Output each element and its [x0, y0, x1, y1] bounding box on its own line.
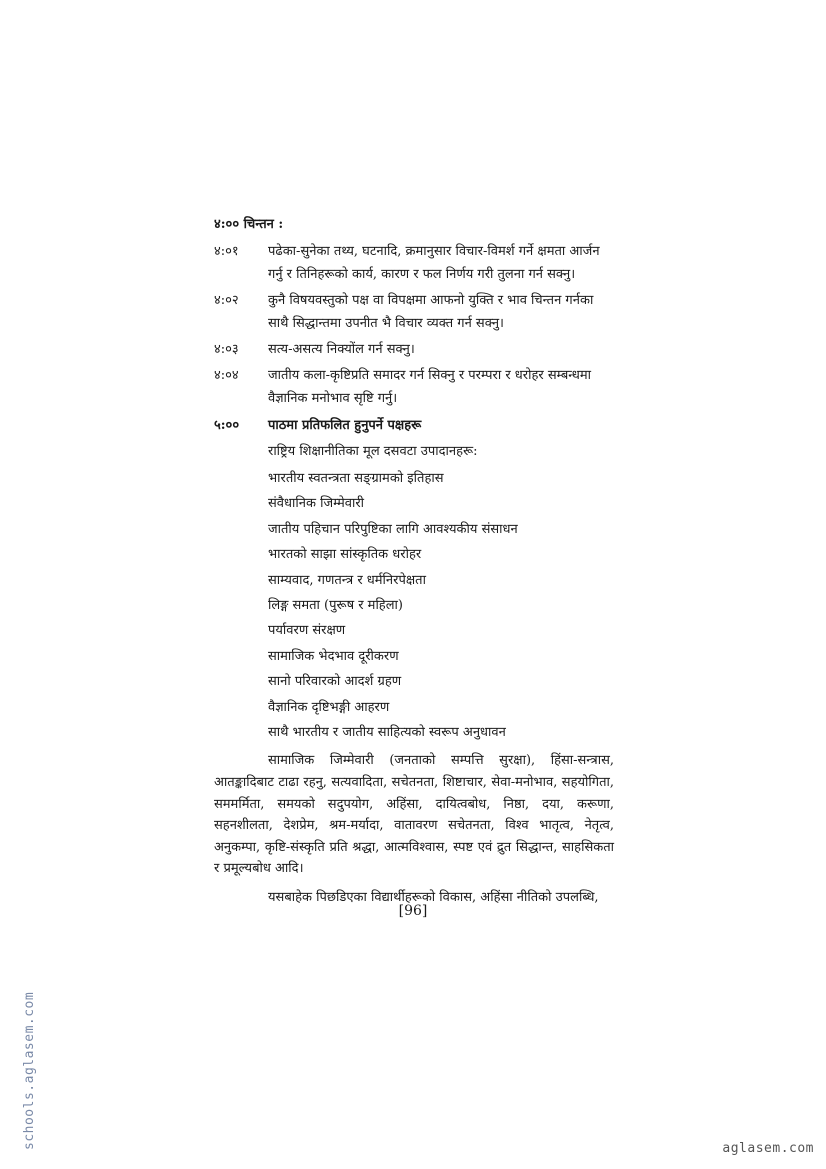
objective-item [214, 364, 614, 410]
objective-number: ४:०३ [214, 342, 239, 357]
objective-text: पढेका-सुनेका तथ्य, घटनादि, क्रमानुसार विचार-विमर्श गर्ने क्षमता आर्जन गर्नु र तिनिहरूको कार्य, कारण र फल निर्णय गरी तुलना गर्न सक्नु। [268, 244, 600, 282]
objective-item [214, 240, 614, 286]
objective-item [214, 338, 614, 361]
list-item: पर्यावरण संरक्षण [268, 623, 346, 639]
list-item: वैज्ञानिक दृष्टिभङ्गी आहरण [268, 699, 390, 715]
values-paragraph: सामाजिक जिम्मेवारी (जनताको सम्पत्ति सुरक्षा), हिंसा-सन्त्रास, आतङ्कादिबाट टाढा रहनु, सत्यवादिता, सचेतनता, शिष्टाचार, सेवा-मनोभाव, सहयोगिता, सममर्मिता, समयको सदुपयोग, अहिंसा, दायित्वबोध, निष्ठा, दया, करूणा, सहनशीलता, देशप्रेम, श्रम-मर्यादा, वातावरण सचेतनता, विश्व भातृत्व, नेतृत्व, अनुकम्पा, कृष्टि-संस्कृति प्रति श्रद्धा, आत्मविश्वास, स्पष्ट एवं द्रुत सिद्धान्त, साहसिकता र प्रमूल्यबोध आदि। [214, 753, 614, 877]
objective-item [214, 289, 614, 335]
section-5-heading-row [214, 414, 614, 437]
list-item: लिङ्ग समता (पुरूष र महिला) [268, 598, 403, 614]
list-item: साम्यवाद, गणतन्त्र र धर्मनिरपेक्षता [268, 572, 426, 588]
list-item: साथै भारतीय र जातीय साहित्यको स्वरूप अनुधावन [268, 725, 506, 741]
objective-text: सत्य-असत्य निक्योंल गर्न सक्नु। [268, 342, 415, 357]
watermark-right: aglasem.com [722, 1141, 814, 1156]
section-4-heading: ४:०० चिन्तन : [214, 217, 284, 232]
section-5-intro: राष्ट्रिय शिक्षानीतिका मूल दसवटा उपादानहरू: [268, 444, 478, 459]
objective-number: ४:०१ [214, 244, 239, 259]
page-content [214, 213, 614, 909]
objective-text: कुनै विषयवस्तुको पक्ष वा विपक्षमा आफनो युक्ति र भाव चिन्तन गर्नका साथै सिद्धान्तमा उपनीत भै विचार व्यक्त गर्न सक्नु। [268, 293, 594, 331]
watermark-left: schools.aglasem.com [22, 991, 37, 1150]
list-item: सामाजिक भेदभाव दूरीकरण [268, 648, 399, 664]
list-item: भारतीय स्वतन्त्रता सङ्ग्रामको इतिहास [268, 471, 444, 486]
continuation-paragraph: यसबाहेक पिछडिएका विद्यार्थीहरूको विकास, अहिंसा नीतिको उपलब्धि, [268, 890, 599, 906]
objective-number: ४:०२ [214, 293, 239, 308]
section-5-number: ५:०० [214, 418, 240, 433]
section-5-heading: पाठमा प्रतिफलित हुनुपर्ने पक्षहरू [268, 418, 422, 433]
list-item: भारतको साझा सांस्कृतिक धरोहर [268, 547, 422, 563]
list-item: जातीय पहिचान परिपुष्टिका लागि आवश्यकीय संसाधन [268, 521, 518, 537]
list-item: संवैधानिक जिम्मेवारी [268, 496, 365, 512]
objective-text: जातीय कला-कृष्टिप्रति समादर गर्न सिक्नु र परम्परा र धरोहर सम्बन्धमा वैज्ञानिक मनोभाव सृष्टि गर्नु। [268, 368, 591, 406]
policy-elements-list [214, 466, 614, 745]
objective-number: ४:०४ [214, 368, 239, 383]
page-number: [96] [398, 903, 428, 919]
list-item: सानो परिवारको आदर्श ग्रहण [268, 674, 402, 690]
